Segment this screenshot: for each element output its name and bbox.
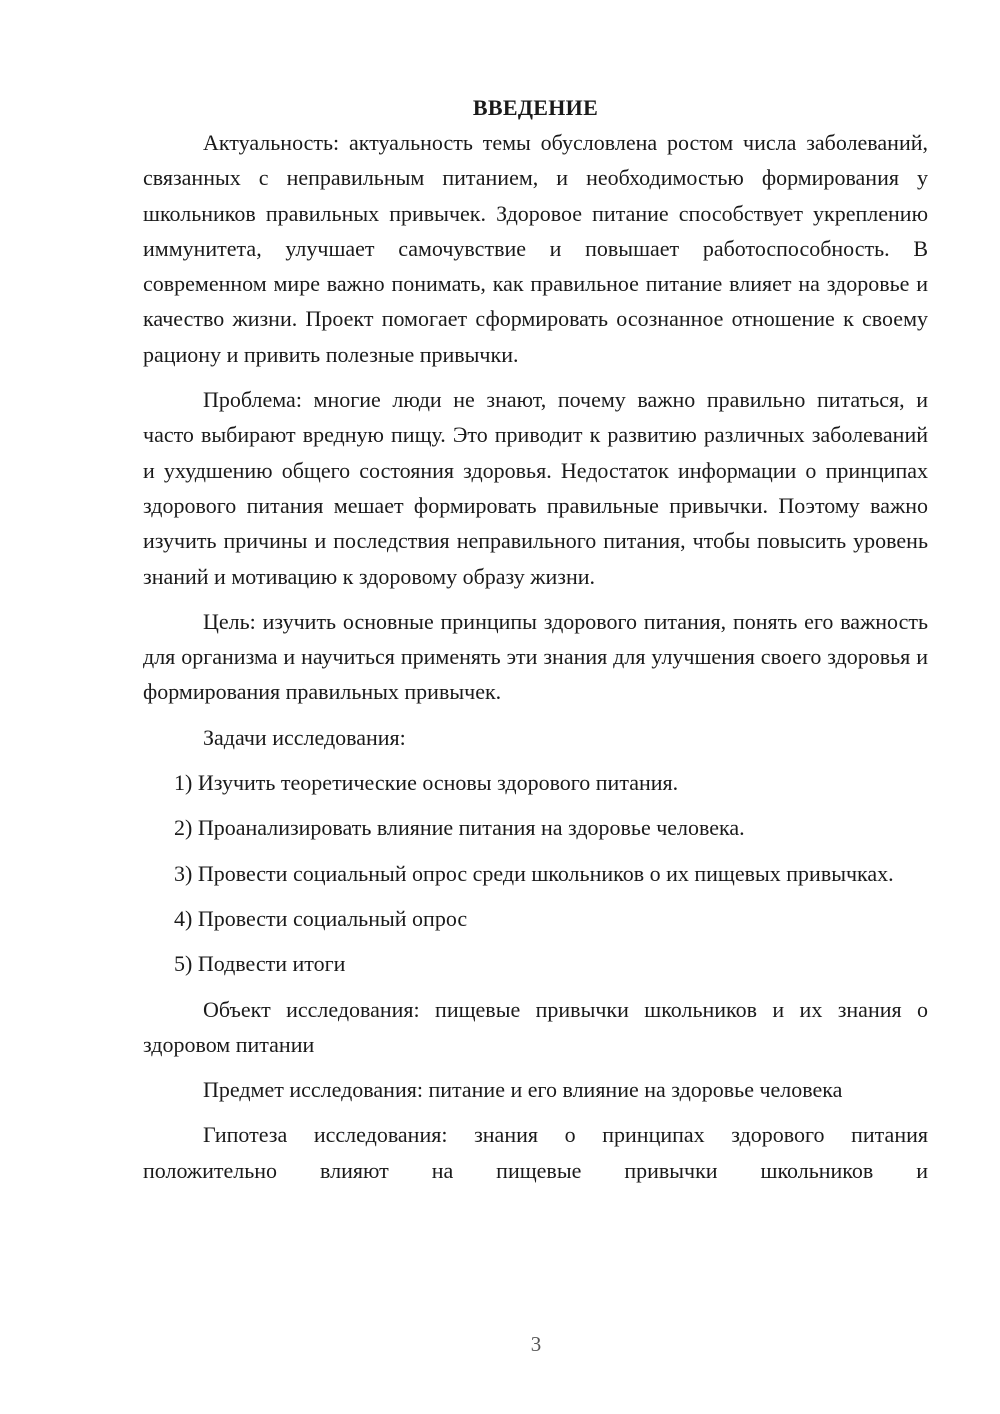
goal-paragraph: Цель: изучить основные принципы здорового питания, понять его важность для организма и научиться применять эти знания для улучшения своего здоровья и формирования правильных привычек. [143,608,928,705]
task-item-2: 2) Проанализировать влияние питания на здоровье человека. [174,815,745,841]
subject-paragraph: Предмет исследования: питание и его влияние на здоровье человека [203,1077,843,1103]
page-number: 3 [530,1332,542,1356]
task-item-3: 3) Провести социальный опрос среди школьников о их пищевых привычках. [174,860,894,886]
object-paragraph: Объект исследования: пищевые привычки школьников и их знания о здоровом питании [143,996,928,1057]
problem-paragraph: Проблема: многие люди не знают, почему важно правильно питаться, и часто выбирают вредную пищу. Это приводит к развитию различных заболеваний и ухудшению общего состояния здоровья. Недостаток информации о принципах здорового питания мешает формировать правильные привычки. Поэтому важно изучить причины и последствия неправильного питания, чтобы повысить уровень знаний и мотивацию к здоровому образу жизни. [143,387,928,589]
task-item-1: 1) Изучить теоретические основы здорового питания. [174,770,679,796]
task-item-5: 5) Подвести итоги [174,951,346,977]
document-page [143,90,928,1198]
section-heading: ВВЕДЕНИЕ [472,95,599,120]
hypothesis-paragraph: Гипотеза исследования: знания о принципах здорового питания положительно влияют на пищевые привычки школьников и [143,1122,928,1183]
task-item-4: 4) Провести социальный опрос [174,905,468,931]
tasks-title: Задачи исследования: [203,724,406,750]
relevance-paragraph: Актуальность: актуальность темы обусловлена ростом числа заболеваний, связанных с неправильным питанием, и необходимостью формирования у школьников правильных привычек. Здоровое питание способствует укреплению иммунитета, улучшает самочувствие и повышает работоспособность. В современном мире важно понимать, как правильное питание влияет на здоровье и качество жизни. Проект помогает сформировать осознанное отношение к своему рациону и привить полезные привычки. [143,130,928,367]
